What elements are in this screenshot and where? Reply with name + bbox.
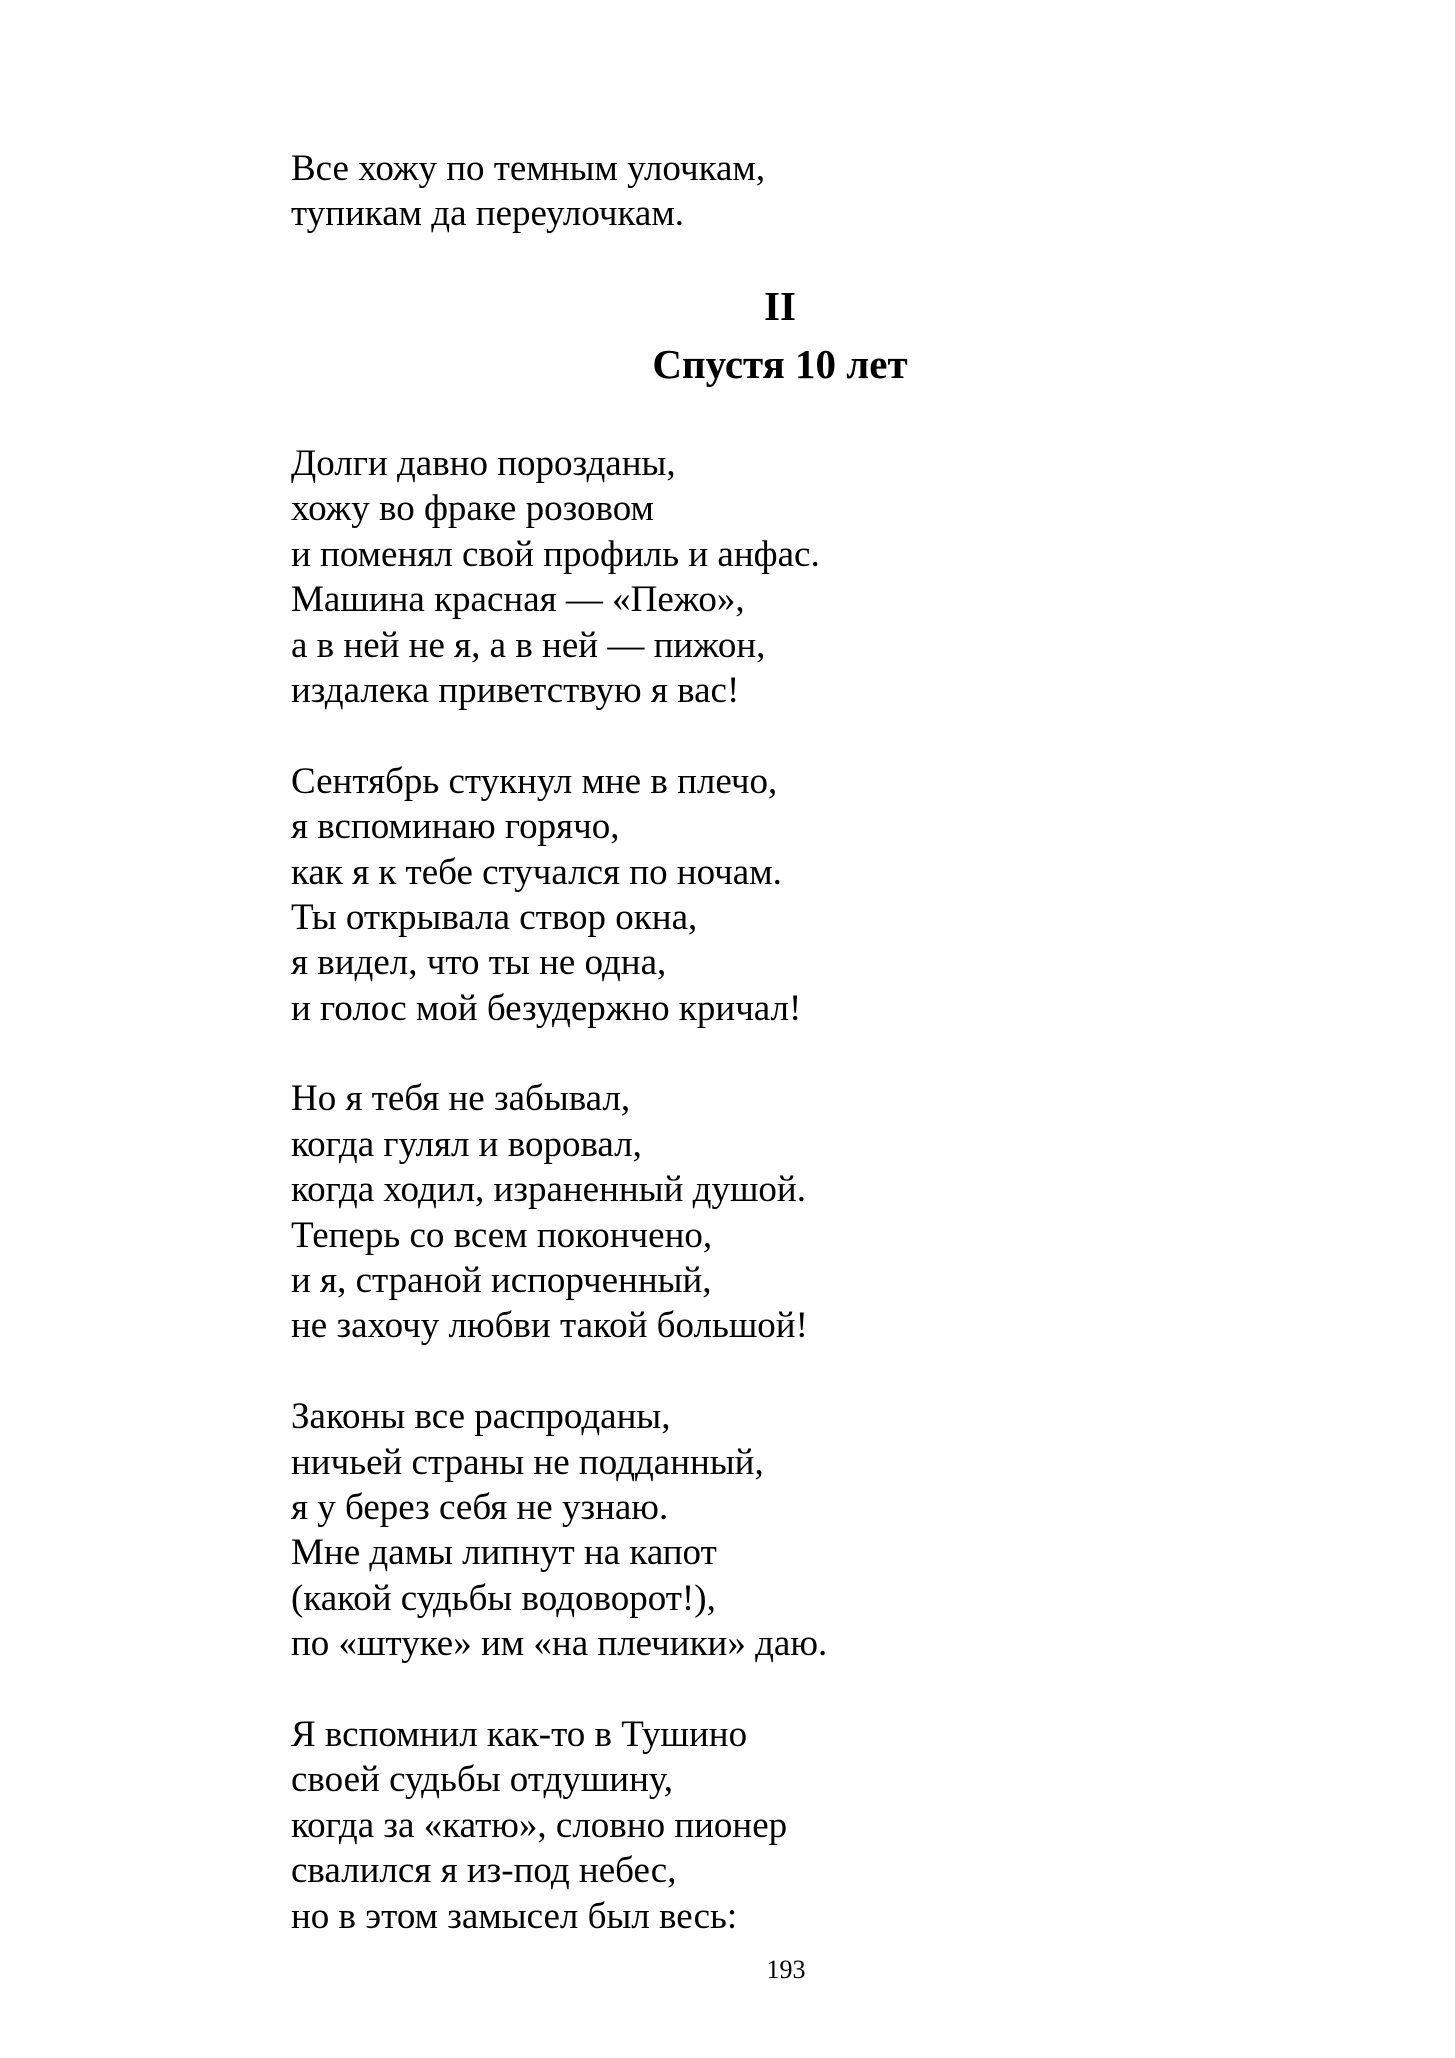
stanza: [291, 1712, 827, 1939]
poem-line: Но я тебя не забывал,: [291, 1078, 631, 1120]
section-title: Спустя 10 лет: [652, 341, 908, 387]
poem-line: своей судьбы отдушину,: [291, 1759, 673, 1801]
poem-line: Мне дамы липнут на капот: [291, 1532, 717, 1574]
poem-line: я у берез себя не узнаю.: [291, 1486, 669, 1528]
poem-line: и я, страной испорченный,: [291, 1260, 712, 1302]
poem-line: Долги давно порозданы,: [291, 443, 676, 484]
poem-line: и голос мой безудержно кричал!: [291, 987, 802, 1029]
stanza-gap: [291, 1667, 827, 1712]
stanza: [291, 1076, 827, 1348]
poem-line: свалился я из-под небес,: [291, 1850, 677, 1892]
poem-body: [291, 441, 827, 1939]
poem-line: Теперь со всем покончено,: [291, 1214, 713, 1256]
stanza-gap: [291, 1031, 827, 1076]
poem-line: когда гулял и воровал,: [291, 1123, 642, 1165]
poem-line: издалека приветствую я вас!: [291, 669, 740, 711]
poem-line: я видел, что ты не одна,: [291, 942, 667, 984]
stanza-gap: [291, 713, 827, 758]
poem-line: Ты открывала створ окна,: [291, 896, 698, 938]
stanza: [291, 1394, 827, 1666]
poem-line: Я вспомнил как-то в Тушино: [291, 1713, 748, 1755]
stanza-gap: [291, 1349, 827, 1394]
poem-line: Законы все распроданы,: [291, 1396, 671, 1438]
poem-line: хожу во фраке розовом: [291, 488, 654, 530]
stanza: [291, 441, 827, 713]
poem-line: а в ней не я, а в ней — пижон,: [291, 624, 766, 666]
poem-line: тупикам да переулочкам.: [291, 193, 684, 235]
poem-line: ничьей страны не подданный,: [291, 1441, 764, 1483]
poem-line: не захочу любви такой большой!: [291, 1305, 808, 1347]
poem-line: Машина красная — «Пежо»,: [291, 579, 745, 621]
poem-line: как я к тебе стучался по ночам.: [291, 851, 782, 893]
stanza: [291, 759, 827, 1031]
poem-line: Все хожу по темным улочкам,: [291, 148, 766, 189]
poem-line: по «штуке» им «на плечики» даю.: [291, 1623, 828, 1665]
poem-line: когда ходил, израненный душой.: [291, 1169, 806, 1211]
poem-line: я вспоминаю горячо,: [291, 806, 620, 848]
poem-line: когда за «катю», словно пионер: [291, 1804, 788, 1846]
poem-line: но в этом замысел был весь:: [291, 1895, 738, 1937]
poem-line: и поменял свой профиль и анфас.: [291, 533, 820, 575]
page-number: 193: [766, 1955, 806, 1984]
poem-line: Сентябрь стукнул мне в плечо,: [291, 760, 778, 802]
intro-stanza: [291, 146, 765, 237]
poem-line: (какой судьбы водоворот!),: [291, 1577, 716, 1619]
section-number: II: [764, 283, 796, 329]
